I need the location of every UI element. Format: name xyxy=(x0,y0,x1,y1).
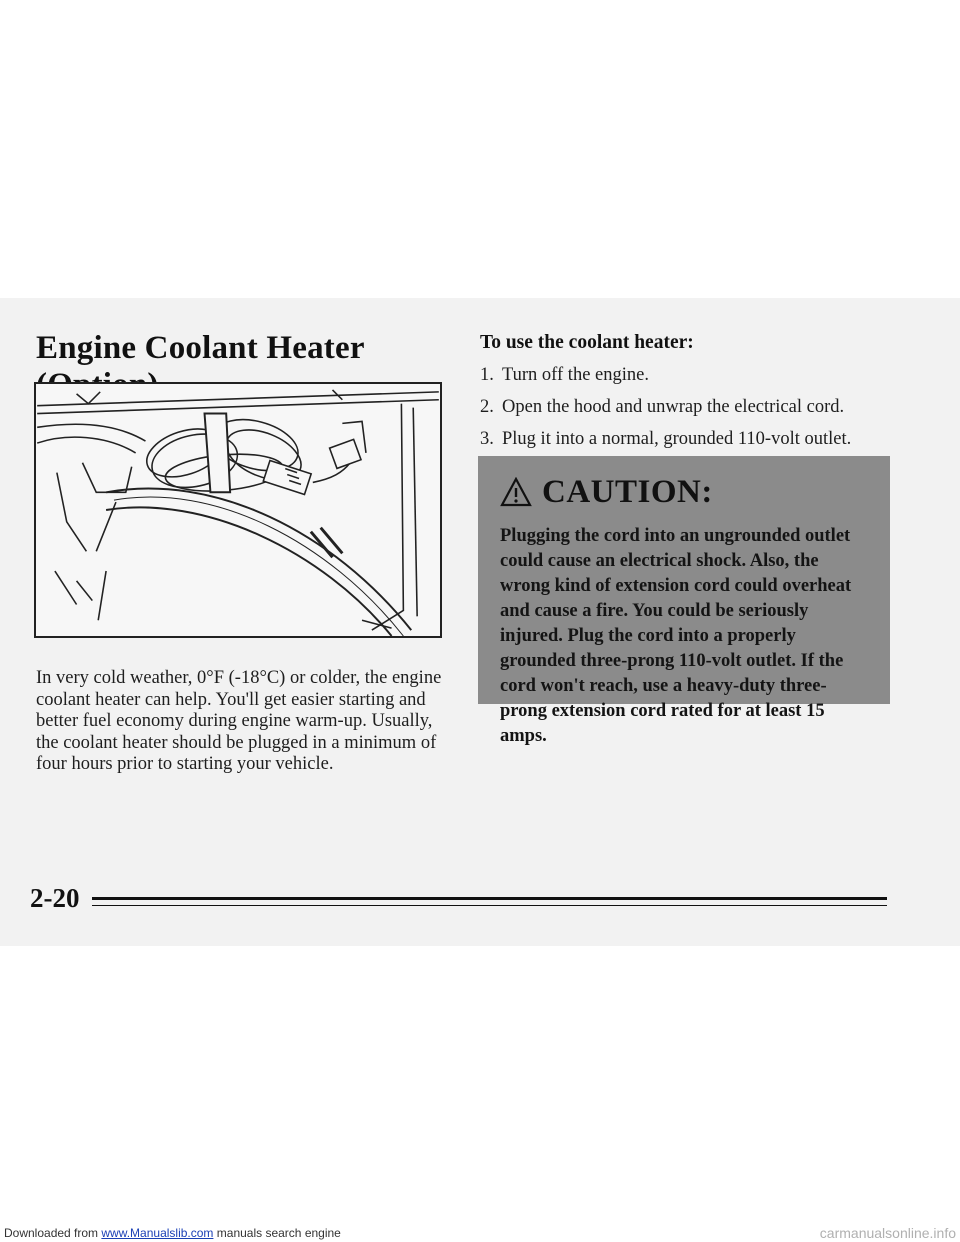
section-title: Engine Coolant Heater xyxy=(36,330,365,366)
footer-rule xyxy=(92,897,887,906)
step-item xyxy=(480,396,920,428)
instructions-heading: To use the coolant heater: xyxy=(480,332,694,353)
step-text: Plug it into a normal, grounded 110-volt outlet. xyxy=(502,429,852,449)
credit-suffix: manuals search engine xyxy=(213,1226,341,1240)
body-paragraph: In very cold weather, 0°F (-18°C) or colder, the engine coolant heater can help. You'll get easier starting and better fuel economy during engine warm-up. Usually, the coolant heater should be plugged in a minimum of four hours prior to starting your vehicle. xyxy=(36,668,442,774)
step-number: 1. xyxy=(480,365,494,385)
step-text: Open the hood and unwrap the electrical cord. xyxy=(502,397,845,417)
caution-title: CAUTION: xyxy=(542,473,713,510)
download-credit xyxy=(4,1224,341,1242)
coolant-heater-cord-illustration xyxy=(34,382,442,638)
step-number: 3. xyxy=(480,429,494,449)
warning-triangle-icon xyxy=(500,477,532,507)
watermark-bar xyxy=(0,1224,960,1242)
caution-box xyxy=(478,456,890,746)
engine-compartment-drawing xyxy=(36,384,440,636)
credit-prefix: Downloaded from xyxy=(4,1226,102,1240)
step-text: Turn off the engine. xyxy=(502,365,649,385)
manualslib-link[interactable]: www.Manualslib.com xyxy=(101,1226,214,1240)
caution-header xyxy=(500,466,872,518)
step-number: 2. xyxy=(480,397,494,417)
page-number: 2-20 xyxy=(30,883,80,913)
step-item xyxy=(480,364,920,396)
instruction-steps xyxy=(480,364,920,460)
caution-text: Plugging the cord into an ungrounded outlet could cause an electrical shock. Also, the wrong kind of extension cord could overheat and cause a fire. You could be seriously injured. Plug the cord into a properly grounded three-prong 110-volt outlet. If the cord won't reach, use a heavy-duty three-prong extension cord rated for at least 15 amps. xyxy=(500,526,852,746)
site-watermark: carmanualsonline.info xyxy=(819,1225,956,1241)
